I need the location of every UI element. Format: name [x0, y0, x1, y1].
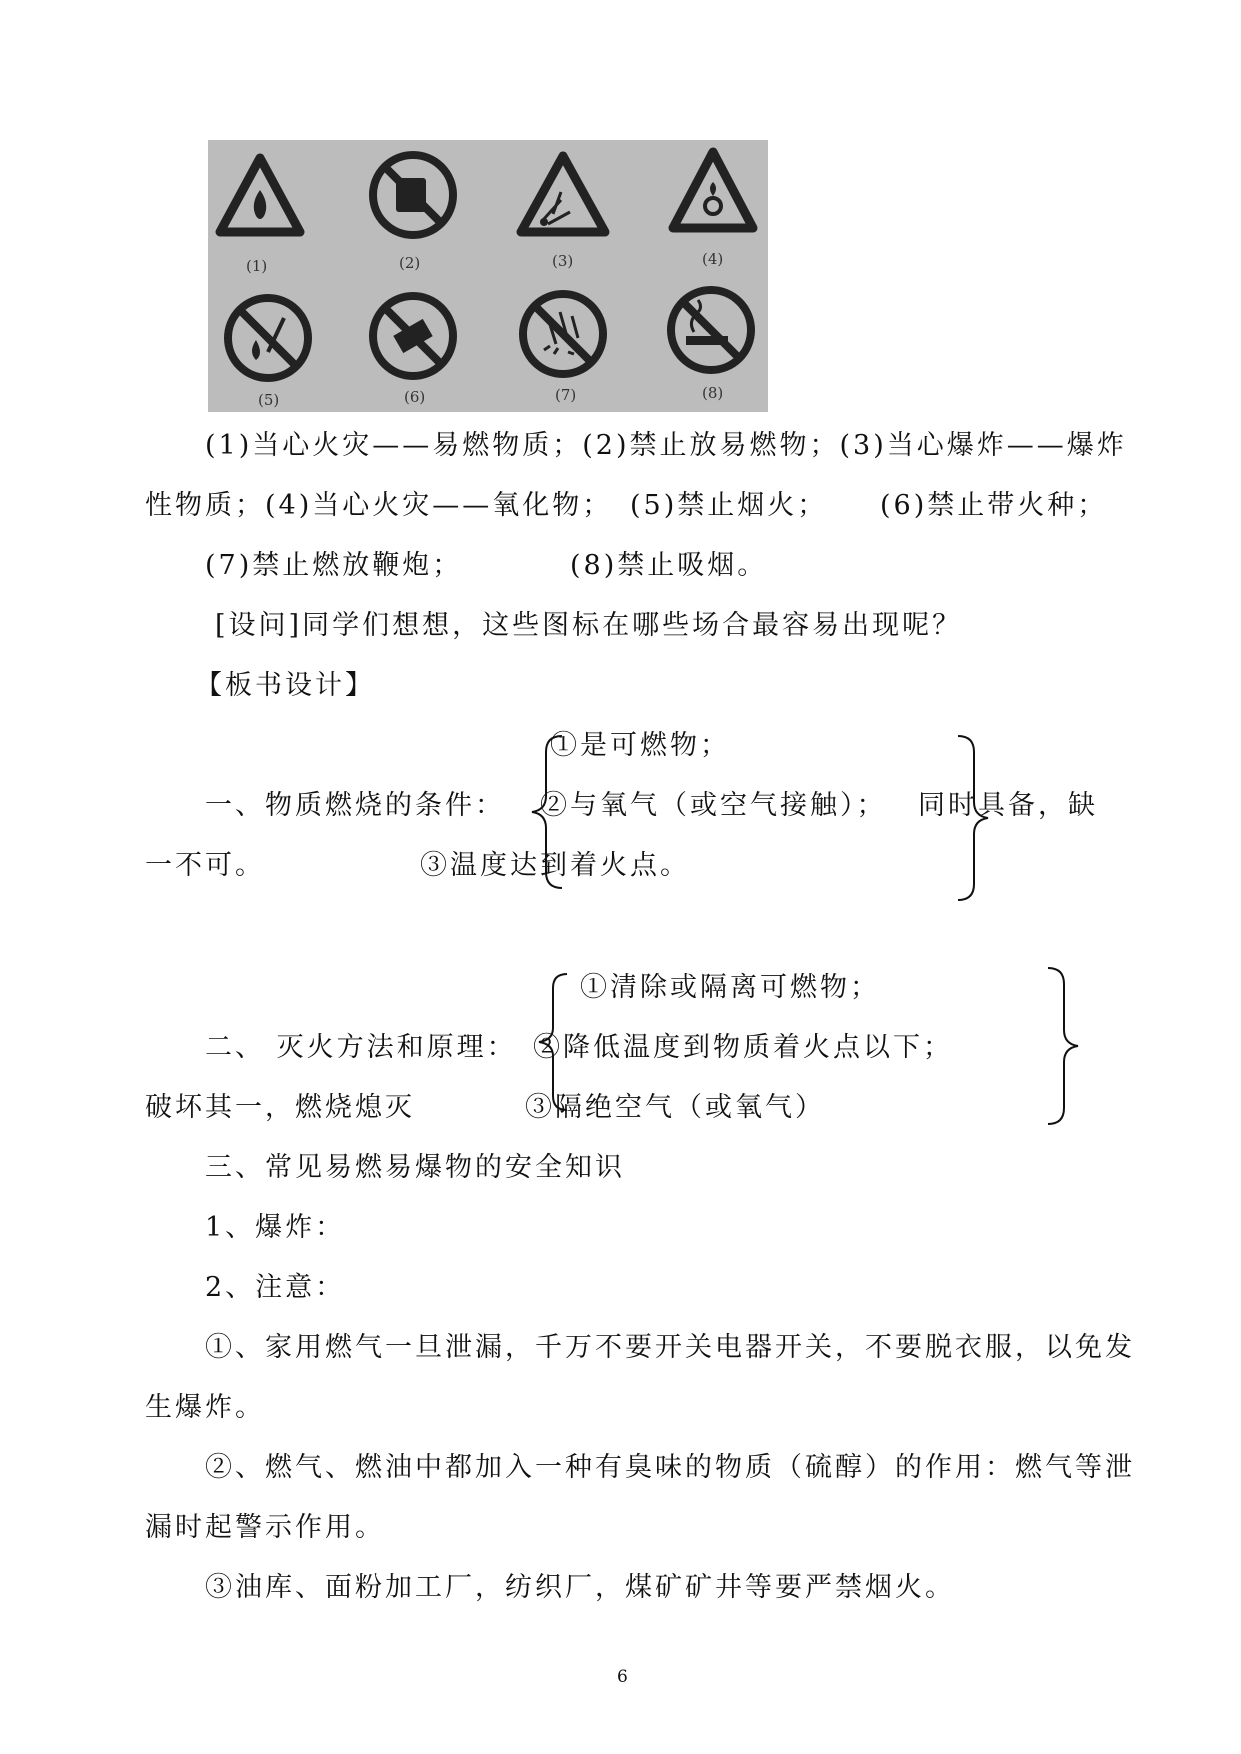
caption-line-2b: (5)禁止烟火；	[630, 490, 828, 521]
no-flammable-materials-icon	[373, 155, 453, 235]
no-open-flame-icon	[228, 298, 308, 378]
caution-fire-flammable-icon	[220, 158, 300, 232]
caption-line-2a: 性物质；(4)当心火灾——氧化物；	[145, 490, 613, 521]
caption-line-3b: (8)禁止吸烟。	[570, 550, 768, 581]
safety-signs-image	[208, 140, 768, 412]
point-attention: 2、注意：	[205, 1272, 346, 1303]
condition-item-2: ②与氧气（或空气接触）；	[540, 790, 887, 821]
right-brace-1	[950, 730, 1000, 910]
no-smoking-icon	[671, 290, 751, 370]
sign-label-2: (2)	[399, 254, 421, 272]
sign-label-6: (6)	[404, 388, 426, 406]
extinguish-item-3: ③隔绝空气（或氧气）	[525, 1092, 825, 1123]
left-brace-2	[525, 968, 575, 1128]
caution-explosive-icon	[521, 156, 605, 232]
extinguish-item-2: ②降低温度到物质着火点以下；	[533, 1032, 953, 1063]
sign-label-5: (5)	[258, 391, 280, 409]
section2-title: 二、 灭火方法和原理：	[205, 1032, 517, 1063]
note-1-line-1: ①、家用燃气一旦泄漏，千万不要开关电器开关，不要脱衣服，以免发	[205, 1332, 1135, 1363]
sign-label-7: (7)	[555, 386, 577, 404]
note-2-line-2: 漏时起警示作用。	[145, 1512, 385, 1543]
sign-label-8: (8)	[702, 384, 724, 402]
caution-oxidizer-icon	[673, 152, 753, 228]
section3-title: 三、常见易燃易爆物的安全知识	[205, 1152, 625, 1183]
safety-signs-graphic	[208, 140, 768, 412]
sign-label-1: (1)	[246, 257, 268, 275]
sign-label-3: (3)	[552, 252, 574, 270]
sign-label-4: (4)	[702, 250, 724, 268]
note-2-line-1: ②、燃气、燃油中都加入一种有臭味的物质（硫醇）的作用：燃气等泄	[205, 1452, 1135, 1483]
note-3: ③油库、面粉加工厂，纺织厂，煤矿矿井等要严禁烟火。	[205, 1572, 955, 1603]
section1-title: 一、物质燃烧的条件：	[205, 790, 505, 821]
no-fireworks-icon	[523, 294, 603, 374]
extinguish-item-1: ①清除或隔离可燃物；	[580, 972, 880, 1003]
caption-line-1: (1)当心火灾——易燃物质；(2)禁止放易燃物；(3)当心爆炸——爆炸	[205, 430, 1127, 461]
condition-item-3: ③温度达到着火点。	[420, 850, 690, 881]
no-fire-source-icon	[373, 296, 453, 376]
left-brace-1	[520, 730, 570, 900]
section1-note-continued: 一不可。	[145, 850, 265, 881]
caption-line-3a: (7)禁止燃放鞭炮；	[205, 550, 463, 581]
right-brace-2	[1040, 962, 1090, 1127]
section1-note: 同时具备，缺	[918, 790, 1098, 821]
question-text: [设问]同学们想想，这些图标在哪些场合最容易出现呢？	[215, 610, 963, 641]
section2-note: 破坏其一，燃烧熄灭	[145, 1092, 415, 1123]
board-design-title: 【板书设计】	[195, 670, 375, 701]
note-1-line-2: 生爆炸。	[145, 1392, 265, 1423]
caption-line-2c: (6)禁止带火种；	[880, 490, 1108, 521]
page-number: 6	[617, 1667, 628, 1687]
point-explosion: 1、爆炸：	[205, 1212, 346, 1243]
condition-item-1: ①是可燃物；	[550, 730, 730, 761]
